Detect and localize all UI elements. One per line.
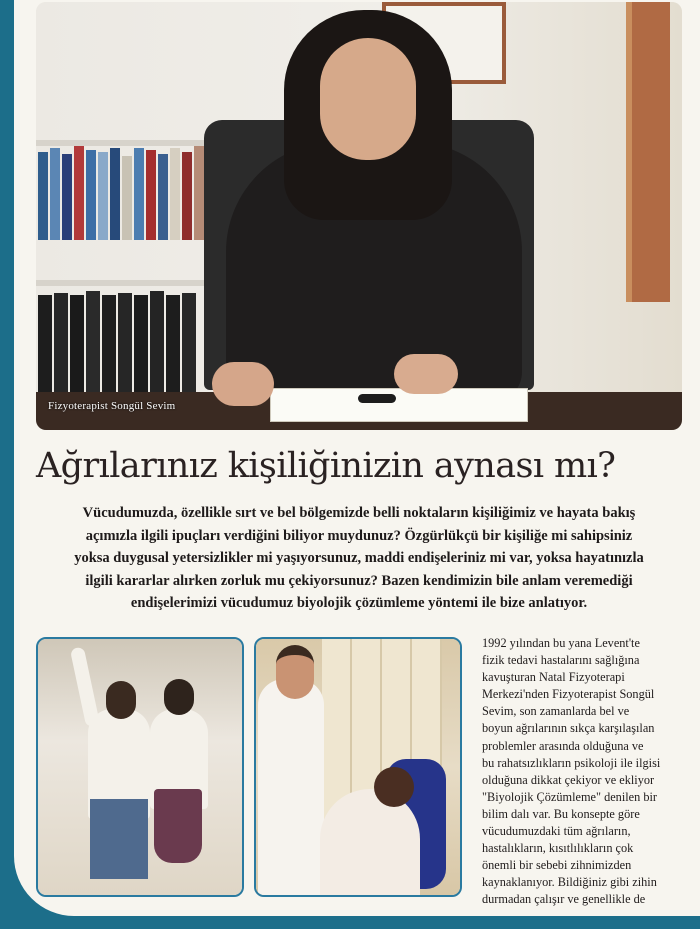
hand-right xyxy=(394,354,458,394)
article-line: vücudumuzdaki tüm ağrıların, xyxy=(482,824,631,839)
article-line: kaynaklanıyor. Bildiğiniz gibi zihin xyxy=(482,875,657,890)
pen-icon xyxy=(358,394,396,403)
woman-face xyxy=(320,38,416,160)
article-line: kavuşturan Natal Fizyoterapi xyxy=(482,670,625,685)
hero-photo xyxy=(36,2,682,430)
article-line: olduğuna dikkat çekiyor ve ekliyor xyxy=(482,772,655,787)
lead-line: yoksa duygusal yetersizlikler mi yaşıyorsunuz, maddi endişeleriniz mi var, yoksa hayatınızla xyxy=(74,550,644,566)
open-notebook xyxy=(270,388,528,422)
lead-line: ilgili kararlar alırken zorluk mu çekiyorsunuz? Bazen kendimizin bile anlam veremediği xyxy=(85,572,633,589)
lead-line: açımızla ilgili ipuçları verdiğini biliyor muydunuz? Özgürlükçü bir kişiliğe mi sahipsiniz xyxy=(85,527,633,544)
lead-line: endişelerimizi vücudumuz biyolojik çözümleme yöntemi ile bize anlatıyor. xyxy=(130,595,588,611)
article-line: boyun ağrılarının sıkça karşılaşılan xyxy=(482,721,655,736)
article-line: 1992 yılından bu yana Levent'te xyxy=(482,636,640,650)
wooden-door xyxy=(626,2,670,302)
photo-two-women xyxy=(36,637,244,897)
article-body xyxy=(482,635,692,909)
photo-caption: Fizyoterapist Songül Sevim xyxy=(48,400,176,412)
magazine-page xyxy=(14,0,700,916)
photo-massage-session xyxy=(254,637,462,897)
article-line: bilim dalı var. Bu konsepte göre xyxy=(482,806,640,821)
article-line: fizik tedavi hastalarını sağlığına xyxy=(482,653,640,668)
article-headline: Ağrılarınız kişiliğinizin aynası mı? xyxy=(36,446,616,486)
lead-line: Vücudumuzda, özellikle sırt ve bel bölgemizde belli noktaların kişiliğimiz ve hayata bakış xyxy=(82,505,636,521)
bookshelf-lower xyxy=(36,280,216,286)
article-line: durmadan çalışır ve genellikle de xyxy=(482,892,646,907)
article-line: bu rahatsızlıkların psikoloji ile ilgisi xyxy=(482,755,661,770)
binders-row-lower xyxy=(36,287,216,399)
article-line: Merkezi'nden Fizyoterapist Songül xyxy=(482,687,655,702)
books-row-upper xyxy=(36,142,216,240)
article-line: problemler arasında olduğuna ve xyxy=(482,738,644,753)
hand-left xyxy=(212,362,274,406)
article-line: hastalıkların, kısıtlılıkların çok xyxy=(482,841,634,856)
article-line: Sevim, son zamanlarda bel ve xyxy=(482,704,630,719)
article-line: "Biyolojik Çözümleme" denilen bir xyxy=(482,789,657,804)
article-line: önemli bir sebebi zihnimizden xyxy=(482,858,632,873)
article-lead xyxy=(36,502,682,615)
